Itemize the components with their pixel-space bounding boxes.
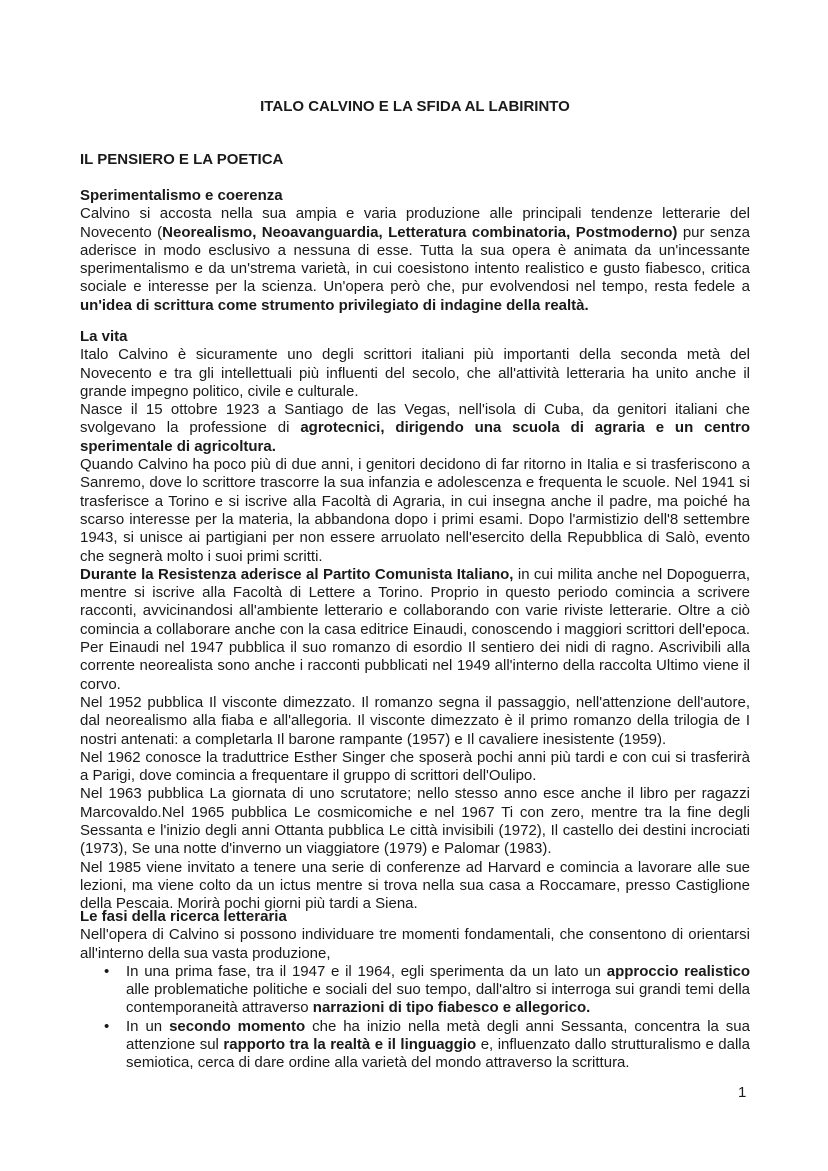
text: Calvino si accosta nella sua ampia e varia produzione alle principali tendenze letterarie del Novecento (: [80, 205, 750, 241]
bullet-icon: •: [104, 1017, 110, 1035]
text: pur senza aderisce in modo esclusivo a nessuna di esse. Tutta la sua opera è animata da un'incessante sperimentalismo e da un'strema varietà, in cui coesistono intento realistico e gusto fiabesco, critica sociale e interesse per la scienza. Un'opera però che, pur evolvendosi nel tempo, resta fedele a: [80, 223, 750, 296]
bold-text: Durante la Resistenza aderisce al Partito Comunista Italiano,: [80, 565, 514, 583]
subheading-vita: La vita: [80, 328, 128, 345]
bold-text: narrazioni di tipo fiabesco e allegorico.: [312, 999, 591, 1017]
paragraph: Nel 1985 viene invitato a tenere una serie di conferenze ad Harvard e comincia a lavorare alle sue lezioni, ma viene colto da un ictus mentre si trova nella sua casa a Roccamare, presso Castiglione della Pescaia. Morirà pochi giorni più tardi a Siena.: [80, 858, 750, 913]
text: che ha inizio nella metà degli anni Sessanta, concentra la sua attenzione sul: [126, 1017, 750, 1054]
list-item: [80, 963, 750, 1018]
bold-text: approccio realistico: [606, 962, 750, 980]
text: In una prima fase, tra il 1947 e il 1964, egli sperimenta da un lato un: [126, 962, 607, 980]
subheading-fasi: Le fasi della ricerca letteraria: [80, 908, 287, 925]
section-fasi: [80, 908, 750, 1073]
bold-text: un'idea di scrittura come strumento privilegiato di indagine della realtà.: [80, 296, 589, 314]
bold-text: secondo momento: [169, 1017, 306, 1035]
bullet-icon: •: [104, 962, 110, 980]
paragraph: Quando Calvino ha poco più di due anni, i genitori decidono di far ritorno in Italia e si trasferiscono a Sanremo, dove lo scrittore trascorre la sua infanzia e adolescenza e frequenta le scuole. Nel 1941 si trasferisce a Torino e si iscrive alla Facoltà di Agraria, in cui insegna anche il padre, ma poiché ha scarso interesse per la materia, la abbandona dopo i primi esami. Dopo l'armistizio dell'8 settembre 1943, si unisce ai partigiani per non essere arruolato nell'esercito della Repubblica di Salò, evento che segnerà molto i suoi primi scritti.: [80, 456, 750, 565]
bold-text: rapporto tra la realtà e il linguaggio: [223, 1036, 477, 1054]
phases-list: [80, 963, 750, 1073]
paragraph: Nel 1952 pubblica Il visconte dimezzato. Il romanzo segna il passaggio, nell'attenzione dell'autore, dal neorealismo alla fiaba e all'allegoria. Il visconte dimezzato è il primo romanzo della trilogia de I nostri antenati: a completarla Il barone rampante (1957) e Il cavaliere inesistente (1959).: [80, 693, 750, 748]
page-number: 1: [738, 1084, 747, 1101]
bold-text: agrotecnici, dirigendo una scuola di agraria e un centro sperimentale di agricoltura.: [80, 419, 750, 455]
section-title: IL PENSIERO E LA POETICA: [80, 151, 284, 168]
paragraph: Nell'opera di Calvino si possono individuare tre momenti fondamentali, che consentono di orientarsi all'interno della sua vasta produzione,: [80, 926, 750, 962]
list-item: [80, 1018, 750, 1073]
section-sperimentalismo: [80, 187, 750, 315]
text: alle problematiche politiche e sociali del suo tempo, dall'altro si interroga sui grandi temi della contemporaneità attraverso: [126, 981, 750, 1017]
paragraph: [80, 205, 750, 315]
bold-text: Neorealismo, Neoavanguardia, Letteratura combinatoria, Postmoderno): [162, 223, 678, 241]
text: in cui milita anche nel Dopoguerra, mentre si iscrive alla Facoltà di Lettere a Torino. Proprio in questo periodo comincia a scrivere racconti, avvicinandosi all'ambiente letterario e collaborando con varie riviste letterarie. Oltre a ciò comincia a collaborare anche con la casa editrice Einaudi, conoscendo i maggiori scrittori dell'epoca. Per Einaudi nel 1947 pubblica il suo romanzo di esordio Il sentiero dei nidi di ragno. Ascrivibili alla corrente neorealista sono anche i racconti pubblicati nel 1949 all'interno della raccolta Ultimo viene il corvo.: [80, 565, 750, 693]
text: e, influenzato dallo strutturalismo e dalla semiotica, cerca di dare ordine alla varietà del mondo attraverso la scrittura.: [126, 1036, 750, 1072]
paragraph: Nel 1962 conosce la traduttrice Esther Singer che sposerà pochi anni più tardi e con cui si trasferirà a Parigi, dove comincia a frequentare il gruppo di scrittori dell'Oulipo.: [80, 748, 750, 785]
paragraph: Italo Calvino è sicuramente uno degli scrittori italiani più importanti della seconda metà del Novecento e tra gli intellettuali più influenti del secolo, che all'attività letteraria ha unito anche il grande impegno politico, civile e culturale.: [80, 346, 750, 400]
document-title: ITALO CALVINO E LA SFIDA AL LABIRINTO: [260, 98, 570, 115]
paragraph: [80, 566, 750, 694]
paragraph: [80, 401, 750, 456]
paragraph: Nel 1963 pubblica La giornata di uno scrutatore; nello stesso anno esce anche il libro per ragazzi Marcovaldo.Nel 1965 pubblica Le cosmicomiche e nel 1967 Ti con zero, mentre tra la fine degli Sessanta e l'inizio degli anni Ottanta pubblica Le città invisibili (1972), Il castello dei destini incrociati (1973), Se una notte d'inverno un viaggiatore (1979) e Palomar (1983).: [80, 785, 750, 858]
subheading-sperimentalismo: Sperimentalismo e coerenza: [80, 187, 283, 204]
section-vita: [80, 328, 750, 914]
text: In un: [126, 1017, 170, 1035]
text: Nasce il 15 ottobre 1923 a Santiago de las Vegas, nell'isola di Cuba, da genitori italiani che svolgevano la professione di: [80, 401, 750, 437]
